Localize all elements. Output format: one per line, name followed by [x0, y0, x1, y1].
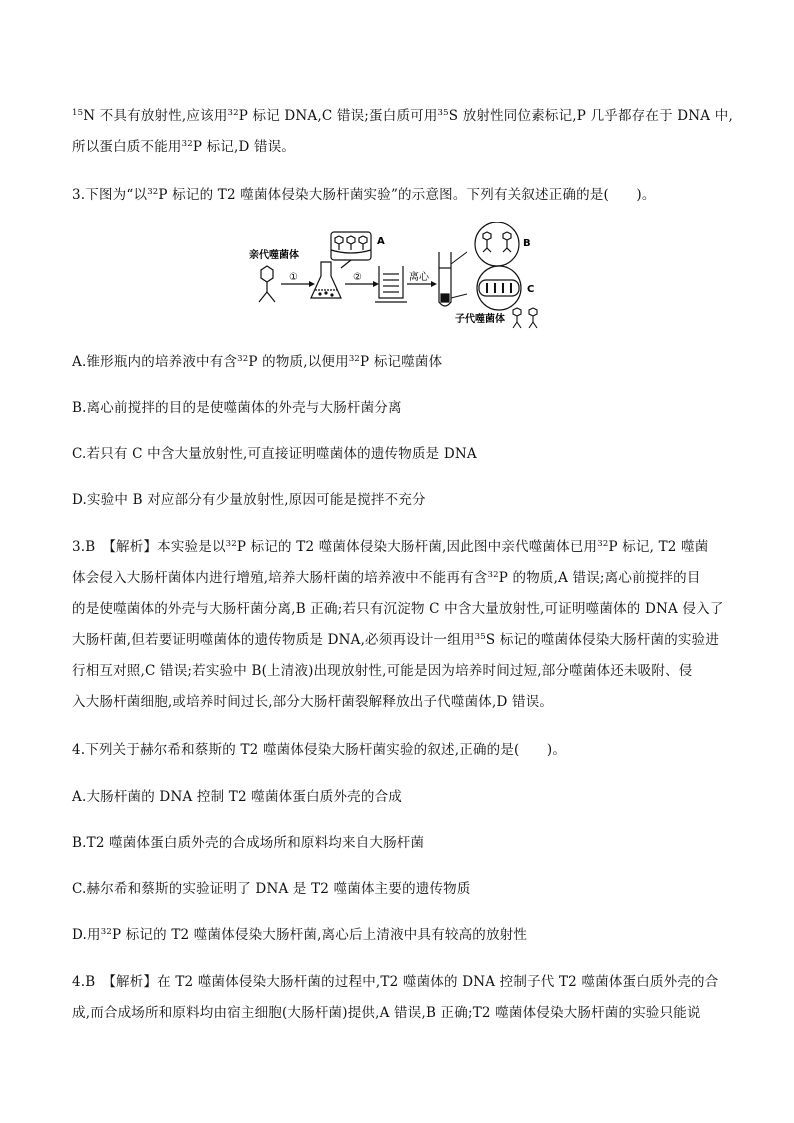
experiment-diagram — [245, 222, 555, 334]
question-3-stem: 3.下图为“以$^{32}$P 标记的 T2 噬菌体侵染大肠杆菌实验”的示意图。下列有关叙述正确的是( )。 — [72, 187, 656, 203]
text-line: $^{15}$N 不具有放射性,应该用$^{32}$P 标记 DNA,C 错误;蛋白质可用$^{35}$S 放射性同位素标记,P 几乎都存在于 DNA 中, — [72, 108, 733, 124]
option-a: A.锥形瓶内的培养液中有含$^{32}$P 的物质,以便用$^{32}$P 标记噬菌体 — [72, 354, 443, 370]
test-tube-icon — [439, 252, 451, 306]
option-b: B.T2 噬菌体蛋白质外壳的合成场所和原料均来自大肠杆菌 — [72, 835, 425, 851]
answer-4-line: 成,而合成场所和原料均由宿主细胞(大肠杆菌)提供,A 错误,B 正确;T2 噬菌体侵染大肠杆菌的实验只能说 — [72, 1005, 701, 1021]
superscript: 15 — [72, 108, 84, 118]
option-d: D.用$^{32}$P 标记的 T2 噬菌体侵染大肠杆菌,离心后上清液中具有较高的放射性 — [72, 927, 528, 943]
answer-4-line: 4.B 【解析】在 T2 噬菌体侵染大肠杆菌的过程中,T2 噬菌体的 DNA 控制子代 T2 噬菌体蛋白质外壳的合 — [72, 974, 719, 990]
pointer-line — [451, 252, 467, 264]
option-d: D.实验中 B 对应部分有少量放射性,原因可能是搅拌不充分 — [72, 492, 426, 508]
beaker-icon — [375, 266, 407, 302]
answer-3-line: 的是使噬菌体的外壳与大肠杆菌分离,B 正确;若只有沉淀物 C 中含大量放射性,可证明噬菌体的 DNA 侵入了 — [72, 601, 724, 617]
centrifuge-label: 离心 — [409, 272, 429, 283]
label-c: C — [527, 284, 535, 295]
precipitate-c-icon — [477, 266, 521, 310]
step-1-label: ① — [289, 272, 298, 283]
option-c: C.若只有 C 中含大量放射性,可直接证明噬菌体的遗传物质是 DNA — [72, 446, 477, 462]
label-a: A — [377, 236, 385, 247]
parent-phage-label: 亲代噬菌体 — [249, 250, 299, 261]
option-c: C.赫尔希和蔡斯的实验证明了 DNA 是 T2 噬菌体主要的遗传物质 — [72, 881, 471, 897]
option-a: A.大肠杆菌的 DNA 控制 T2 噬菌体蛋白质外壳的合成 — [72, 789, 402, 805]
supernatant-b-icon — [475, 222, 519, 266]
answer-3-line: 体会侵入大肠杆菌体内进行增殖,培养大肠杆菌的培养液中不能再有含$^{32}$P 的物质,A 错误;离心前搅拌的目 — [72, 570, 701, 586]
arrow-head — [373, 281, 379, 287]
phage-icon — [513, 308, 537, 328]
culture-dish-icon — [331, 232, 371, 268]
option-b: B.离心前搅拌的目的是使噬菌体的外壳与大肠杆菌分离 — [72, 400, 402, 416]
flask-icon — [311, 262, 341, 298]
arrow-head — [431, 281, 437, 287]
child-phage-label: 子代噬菌体 — [455, 314, 505, 325]
arrow-head — [309, 281, 315, 287]
answer-3-line: 大肠杆菌,但若要证明噬菌体的遗传物质是 DNA,必须再设计一组用$^{35}$S 标记的噬菌体侵染大肠杆菌的实验进 — [72, 632, 720, 648]
answer-3-line: 3.B 【解析】本实验是以$^{32}$P 标记的 T2 噬菌体侵染大肠杆菌,因此图中亲代噬菌体已用$^{32}$P 标记, T2 噬菌 — [72, 539, 709, 555]
text-line: 所以蛋白质不能用$^{32}$P 标记,D 错误。 — [72, 139, 296, 155]
question-4-stem: 4.下列关于赫尔希和蔡斯的 T2 噬菌体侵染大肠杆菌实验的叙述,正确的是( )。 — [72, 742, 567, 758]
step-2-label: ② — [353, 272, 362, 283]
pointer-line — [451, 294, 467, 298]
answer-3-line: 行相互对照,C 错误;若实验中 B(上清液)出现放射性,可能是因为培养时间过短,部分噬菌体还未吸附、侵 — [72, 663, 693, 679]
answer-3-line: 入大肠杆菌细胞,或培养时间过长,部分大肠杆菌裂解释放出子代噬菌体,D 错误。 — [72, 694, 554, 710]
label-b: B — [523, 238, 531, 249]
phage-icon — [259, 266, 275, 302]
